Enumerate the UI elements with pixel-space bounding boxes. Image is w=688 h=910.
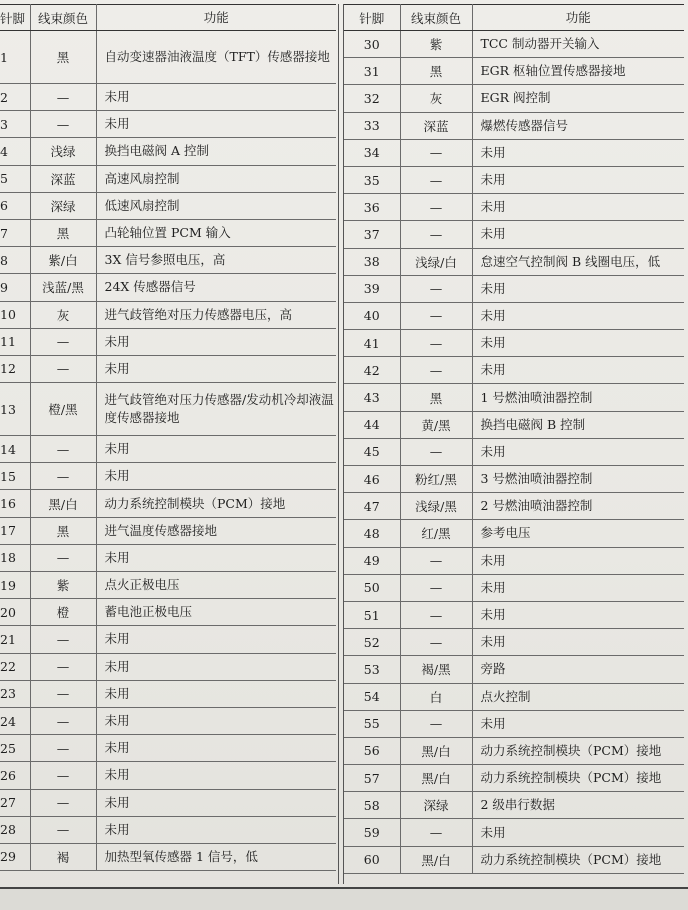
pin-number: 48 [344,520,400,547]
table-row [0,247,336,274]
pin-number: 28 [0,816,30,843]
pin-number: 49 [344,547,400,574]
table-row [0,463,336,490]
table-row [344,194,684,221]
wire-color: 黑 [400,384,472,411]
pin-function: 蓄电池正极电压 [96,599,336,626]
table-row [344,710,684,737]
pin-function: 未用 [472,302,684,329]
header-color: 线束颜色 [30,5,96,31]
table-row [0,572,336,599]
wire-color: 深蓝 [30,165,96,192]
pin-function: 未用 [472,629,684,656]
pin-function: 自动变速器油液温度（TFT）传感器接地 [96,31,336,84]
table-row [0,84,336,111]
pin-function: 未用 [472,194,684,221]
pin-function: 1 号燃油喷油器控制 [472,384,684,411]
pin-number: 16 [0,490,30,517]
wire-color: — [30,328,96,355]
pin-number: 40 [344,302,400,329]
table-row [0,31,336,84]
pin-number: 54 [344,683,400,710]
pin-number: 25 [0,735,30,762]
table-row [344,493,684,520]
table-row [0,789,336,816]
pin-number: 31 [344,58,400,85]
pin-function: 未用 [472,438,684,465]
table-row [344,547,684,574]
table-row [0,735,336,762]
table-row [0,653,336,680]
pin-function: 2 号燃油喷油器控制 [472,493,684,520]
pin-number: 32 [344,85,400,112]
table-row [344,466,684,493]
pin-number: 35 [344,166,400,193]
wire-color: 黑 [400,58,472,85]
table-row [0,111,336,138]
pin-function: 未用 [96,84,336,111]
pin-function: 点火正极电压 [96,572,336,599]
pin-function: 未用 [472,330,684,357]
wire-color: — [400,139,472,166]
pin-function: 未用 [472,166,684,193]
table-row [344,574,684,601]
pin-function: 未用 [96,544,336,571]
pin-number: 11 [0,328,30,355]
table-row [0,816,336,843]
header-function: 功能 [472,5,684,31]
table-row [344,683,684,710]
table-row [0,355,336,382]
pin-function: 未用 [96,680,336,707]
pin-function: 未用 [96,762,336,789]
pin-function: 2 级串行数据 [472,792,684,819]
header-row [0,5,336,31]
table-row [0,301,336,328]
pin-number: 10 [0,301,30,328]
table-row [344,58,684,85]
pin-number: 55 [344,710,400,737]
pin-function: 未用 [96,707,336,734]
pin-number: 15 [0,463,30,490]
wire-color: 浅绿/黑 [400,493,472,520]
wire-color: — [400,601,472,628]
pin-function: 未用 [472,139,684,166]
wire-color: 褐/黑 [400,656,472,683]
pin-number: 14 [0,436,30,463]
pin-number: 37 [344,221,400,248]
pin-table-left [0,4,336,871]
table-row [0,680,336,707]
table-row [0,138,336,165]
wire-color: — [30,436,96,463]
table-row [344,520,684,547]
table-row [344,792,684,819]
pin-function: 加热型氧传感器 1 信号，低 [96,843,336,870]
wire-color: — [400,330,472,357]
pin-number: 39 [344,275,400,302]
pin-number: 3 [0,111,30,138]
wire-color: 黑/白 [30,490,96,517]
table-row [344,601,684,628]
pin-number: 20 [0,599,30,626]
pin-number: 44 [344,411,400,438]
wire-color: — [400,302,472,329]
pin-number: 2 [0,84,30,111]
pin-number: 19 [0,572,30,599]
wire-color: — [400,819,472,846]
pin-number: 33 [344,112,400,139]
table-row [344,221,684,248]
pin-number: 8 [0,247,30,274]
pin-function: EGR 阀控制 [472,85,684,112]
wire-color: — [400,710,472,737]
wire-color: — [30,653,96,680]
wire-color: — [30,84,96,111]
wire-color: 黑/白 [400,765,472,792]
pin-table-right-body [344,31,684,874]
table-row [0,436,336,463]
pin-function: 凸轮轴位置 PCM 输入 [96,219,336,246]
wire-color: — [400,357,472,384]
pin-function: 未用 [96,789,336,816]
table-row [344,85,684,112]
wire-color: 褐 [30,843,96,870]
pin-function: 未用 [96,653,336,680]
pin-number: 46 [344,466,400,493]
wire-color: 黑/白 [400,846,472,873]
pin-number: 17 [0,517,30,544]
table-row [0,707,336,734]
table-row [344,302,684,329]
table-row [0,165,336,192]
table-row [344,737,684,764]
wire-color: 紫/白 [30,247,96,274]
table-row [0,843,336,870]
pin-number: 51 [344,601,400,628]
table-row [344,384,684,411]
pin-number: 38 [344,248,400,275]
header-color: 线束颜色 [400,5,472,31]
wire-color: 深绿 [400,792,472,819]
wire-color: — [30,707,96,734]
pin-function: 24X 传感器信号 [96,274,336,301]
pin-function: TCC 制动器开关输入 [472,31,684,58]
pin-function: 未用 [96,735,336,762]
wire-color: 黑/白 [400,737,472,764]
pin-function: 进气歧管绝对压力传感器电压，高 [96,301,336,328]
pin-function: 动力系统控制模块（PCM）接地 [472,846,684,873]
pin-function: 参考电压 [472,520,684,547]
table-row [344,275,684,302]
wire-color: — [400,629,472,656]
wire-color: 橙/黑 [30,383,96,436]
pin-function: 未用 [96,328,336,355]
wire-color: 浅蓝/黑 [30,274,96,301]
wire-color: 黑 [30,517,96,544]
wire-color: 紫 [30,572,96,599]
pin-number: 58 [344,792,400,819]
pin-function: 点火控制 [472,683,684,710]
table-row [344,357,684,384]
pin-function: 未用 [96,816,336,843]
pin-function: 换挡电磁阀 B 控制 [472,411,684,438]
table-row [0,762,336,789]
pin-function: 低速风扇控制 [96,192,336,219]
table-row [0,544,336,571]
pin-function: 未用 [96,626,336,653]
table-row [344,819,684,846]
table-row [0,274,336,301]
wire-color: — [30,626,96,653]
wire-color: — [30,789,96,816]
table-row [344,166,684,193]
pin-number: 22 [0,653,30,680]
pin-number: 53 [344,656,400,683]
pin-number: 47 [344,493,400,520]
pin-function: 未用 [472,601,684,628]
table-row [344,656,684,683]
wire-color: — [400,547,472,574]
table-row [344,765,684,792]
page-bottom-edge [0,889,688,910]
table-row [344,411,684,438]
wire-color: 深蓝 [400,112,472,139]
pin-number: 4 [0,138,30,165]
wire-color: — [400,574,472,601]
pin-function: 高速风扇控制 [96,165,336,192]
wire-color: — [30,463,96,490]
wire-color: — [400,194,472,221]
pin-number: 18 [0,544,30,571]
pin-function: 动力系统控制模块（PCM）接地 [96,490,336,517]
wire-color: 红/黑 [400,520,472,547]
table-row [344,31,684,58]
table-row [0,383,336,436]
pin-number: 7 [0,219,30,246]
wire-color: — [30,111,96,138]
table-row [344,330,684,357]
pin-number: 13 [0,383,30,436]
wire-color: — [30,816,96,843]
wire-color: 黑 [30,219,96,246]
pin-function: 3 号燃油喷油器控制 [472,466,684,493]
pin-function: 旁路 [472,656,684,683]
wire-color: 灰 [30,301,96,328]
table-row [0,328,336,355]
pin-number: 30 [344,31,400,58]
pin-number: 41 [344,330,400,357]
pin-function: 动力系统控制模块（PCM）接地 [472,765,684,792]
header-function: 功能 [96,5,336,31]
wire-color: 黑 [30,31,96,84]
pin-number: 59 [344,819,400,846]
wire-color: — [30,544,96,571]
pin-function: 未用 [96,463,336,490]
wire-color: — [400,438,472,465]
wire-color: 橙 [30,599,96,626]
pin-function: 进气温度传感器接地 [96,517,336,544]
table-row [344,629,684,656]
pin-number: 21 [0,626,30,653]
table-row [344,112,684,139]
pin-function: 未用 [96,111,336,138]
pin-number: 5 [0,165,30,192]
pin-table-right [344,4,684,874]
wire-color: 白 [400,683,472,710]
pin-function: 未用 [472,819,684,846]
pin-number: 6 [0,192,30,219]
table-row [0,599,336,626]
pin-function: 进气歧管绝对压力传感器/发动机冷却液温度传感器接地 [96,383,336,436]
table-row [0,192,336,219]
wire-color: 浅绿/白 [400,248,472,275]
wire-color: 黄/黑 [400,411,472,438]
pin-function: 动力系统控制模块（PCM）接地 [472,737,684,764]
wire-color: — [400,275,472,302]
pin-number: 45 [344,438,400,465]
table-row [344,438,684,465]
pin-function: 爆燃传感器信号 [472,112,684,139]
pin-number: 24 [0,707,30,734]
pin-function: EGR 枢轴位置传感器接地 [472,58,684,85]
wire-color: 灰 [400,85,472,112]
pin-number: 1 [0,31,30,84]
header-pin: 针脚 [344,5,400,31]
table-row [344,248,684,275]
pin-number: 43 [344,384,400,411]
pin-function: 未用 [472,547,684,574]
table-row [0,626,336,653]
pin-function: 未用 [472,275,684,302]
pin-function: 怠速空气控制阀 B 线圈电压，低 [472,248,684,275]
pin-number: 42 [344,357,400,384]
wire-color: — [30,735,96,762]
table-row [0,490,336,517]
pin-function: 未用 [472,710,684,737]
wire-color: 深绿 [30,192,96,219]
table-row [344,846,684,873]
pin-number: 36 [344,194,400,221]
wire-color: — [400,166,472,193]
header-row [344,5,684,31]
wire-color: — [30,680,96,707]
pin-function: 未用 [472,574,684,601]
pin-number: 52 [344,629,400,656]
table-row [0,517,336,544]
pin-function: 3X 信号参照电压，高 [96,247,336,274]
wire-color: 紫 [400,31,472,58]
pin-number: 12 [0,355,30,382]
pin-function: 未用 [472,221,684,248]
header-pin: 针脚 [0,5,30,31]
table-row [0,219,336,246]
pin-function: 换挡电磁阀 A 控制 [96,138,336,165]
wire-color: — [30,762,96,789]
pin-function: 未用 [96,436,336,463]
pin-number: 27 [0,789,30,816]
pin-number: 29 [0,843,30,870]
wire-color: — [400,221,472,248]
table-row [344,139,684,166]
wire-color: 浅绿 [30,138,96,165]
pin-number: 9 [0,274,30,301]
pin-number: 57 [344,765,400,792]
pin-function: 未用 [96,355,336,382]
pin-number: 60 [344,846,400,873]
wire-color: — [30,355,96,382]
pin-number: 50 [344,574,400,601]
wire-color: 粉红/黑 [400,466,472,493]
pin-number: 26 [0,762,30,789]
pin-number: 56 [344,737,400,764]
pin-number: 34 [344,139,400,166]
pin-number: 23 [0,680,30,707]
pin-function: 未用 [472,357,684,384]
pin-table-left-body [0,31,336,871]
